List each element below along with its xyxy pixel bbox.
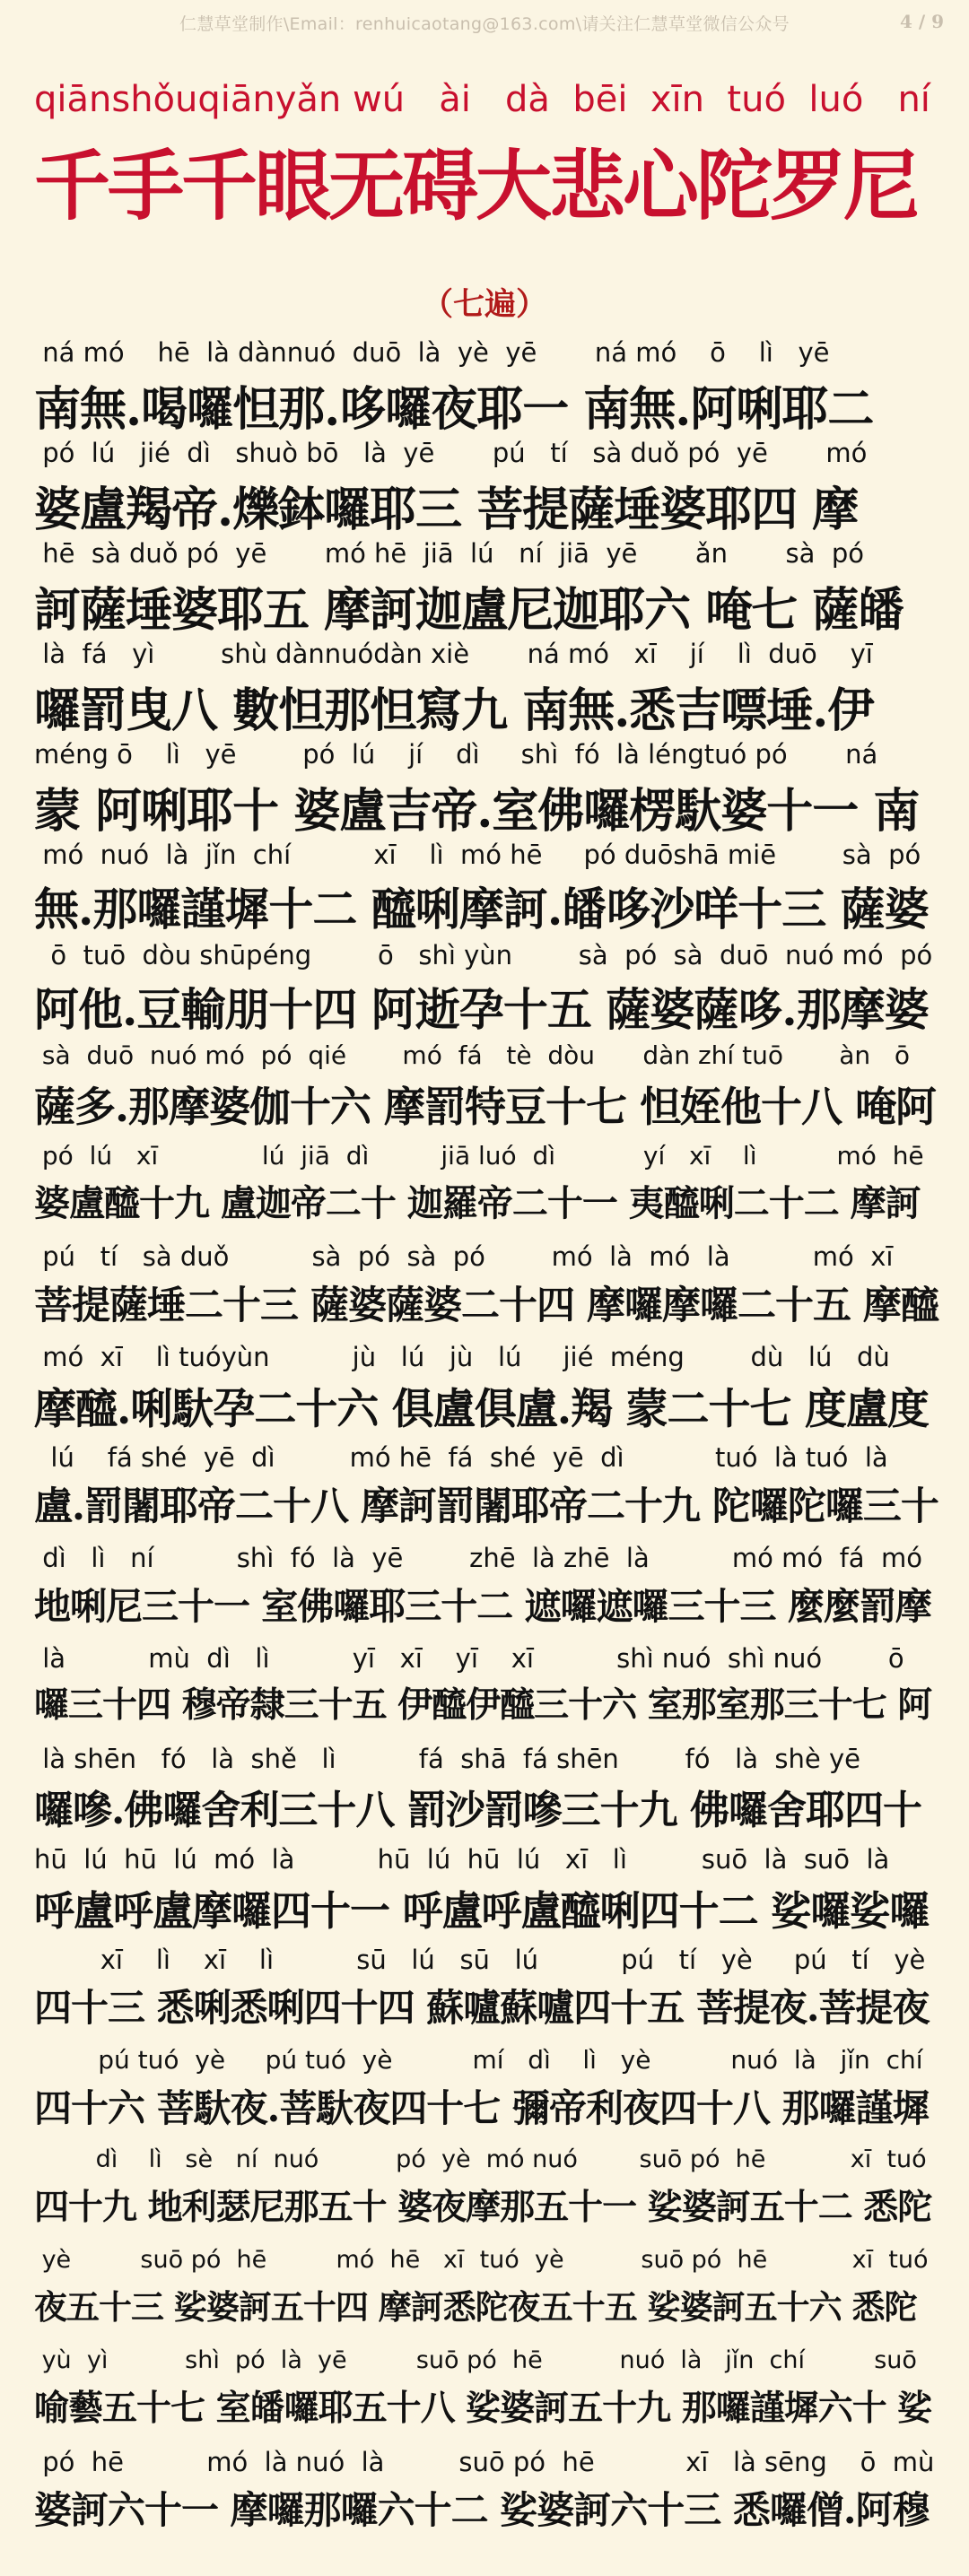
mantra-line: [34, 840, 940, 940]
mantra-line: [34, 2447, 940, 2547]
line-hanzi: 婆訶六十一 摩囉那囉六十二 娑婆訶六十三 悉囉僧.阿穆: [34, 2488, 930, 2532]
line-hanzi: 四十九 地利瑟尼那五十 婆夜摩那五十一 娑婆訶五十二 悉陀: [34, 2187, 932, 2228]
title-pinyin: qiānshǒuqiānyǎn wú ài dà bēi xīn tuó luó ní: [34, 79, 930, 120]
page-header: [0, 7, 969, 43]
line-pinyin: hū lú hū lú mó là hū lú hū lú xī lì suō là suō là: [34, 1844, 890, 1875]
line-pinyin: pó lú xī lú jiā dì jiā luó dì yí xī lì mó hē: [34, 1141, 924, 1171]
mantra-line: [34, 1643, 940, 1744]
line-pinyin: lú fá shé yē dì mó hē fá shé yē dì tuó là tuó là: [34, 1442, 888, 1473]
line-hanzi: 四十六 菩馱夜.菩馱夜四十七 彌帝利夜四十八 那囉謹墀: [34, 2086, 930, 2130]
mantra-line: [34, 1945, 940, 2045]
line-hanzi: 南無.喝囉怛那.哆囉夜耶一 南無.阿唎耶二: [34, 382, 874, 437]
line-pinyin: là shēn fó là shě lì fá shā fá shēn fó là shè yē: [34, 1744, 860, 1774]
line-pinyin: là fá yì shù dànnuódàn xiè ná mó xī jí lì duō yī: [34, 639, 873, 669]
line-hanzi: 囉三十四 穆帝隸三十五 伊醯伊醯三十六 室那室那三十七 阿: [34, 1684, 932, 1726]
mantra-line: [34, 337, 940, 438]
mantra-line: [34, 538, 940, 639]
mantra-line: [34, 1844, 940, 1945]
line-pinyin: dì lì ní shì fó là yē zhē là zhē là mó mó fá mó: [34, 1543, 922, 1573]
line-hanzi: 地唎尼三十一 室佛囉耶三十二 遮囉遮囉三十三 麼麼罰摩: [34, 1585, 931, 1628]
line-hanzi: 菩提薩埵二十三 薩婆薩婆二十四 摩囉摩囉二十五 摩醯: [34, 1284, 938, 1328]
line-pinyin: pó lú jié dì shuò bō là yē pú tí sà duǒ pó yē mó: [34, 438, 868, 468]
mantra-line: [34, 739, 940, 840]
line-pinyin: xī lì xī lì sū lú sū lú pú tí yè pú tí yè: [34, 1945, 926, 1975]
line-hanzi: 喻藝五十七 室皤囉耶五十八 娑婆訶五十九 那囉謹墀六十 娑: [34, 2388, 932, 2429]
header-text: 仁慧草堂制作\Email：renhuicaotang@163.com\请关注仁慧草堂微信公众号: [179, 14, 790, 34]
line-hanzi: 婆盧醯十九 盧迦帝二十 迦羅帝二十一 夷醯唎二十二 摩訶: [34, 1182, 921, 1224]
line-hanzi: 阿他.豆輸朋十四 阿逝孕十五 薩婆薩哆.那摩婆: [34, 983, 929, 1036]
line-pinyin: sà duō nuó mó pó qié mó fá tè dòu dàn zhí tuō àn ō: [34, 1040, 910, 1070]
line-hanzi: 夜五十三 娑婆訶五十四 摩訶悉陀夜五十五 娑婆訶五十六 悉陀: [34, 2287, 917, 2327]
line-hanzi: 四十三 悉唎悉唎四十四 蘇嚧蘇嚧四十五 菩提夜.菩提夜: [34, 1986, 930, 2030]
line-pinyin: pú tí sà duǒ sà pó sà pó mó là mó là mó xī: [34, 1241, 894, 1272]
mantra-line: [34, 639, 940, 739]
line-pinyin: méng ō lì yē pó lú jí dì shì fó là léngtuó pó ná: [34, 739, 878, 770]
line-pinyin: ō tuō dòu shūpéng ō shì yùn sà pó sà duō nuó mó pó: [34, 940, 933, 970]
mantra-line: [34, 940, 940, 1040]
mantra-line: [34, 2246, 940, 2346]
mantra-line: [34, 1744, 940, 1844]
line-hanzi: 摩醯.唎馱孕二十六 俱盧俱盧.羯 蒙二十七 度盧度: [34, 1385, 929, 1434]
mantra-line: [34, 1442, 940, 1543]
line-pinyin: pó hē mó là nuó là suō pó hē xī là sēng ō mù: [34, 2447, 935, 2477]
page-number: 4 / 9: [899, 11, 944, 32]
line-pinyin: yè suō pó hē mó hē xī tuó yè suō pó hē xī tuó: [34, 2246, 929, 2274]
line-pinyin: pú tuó yè pú tuó yè mí dì lì yè nuó là jǐn chí: [34, 2045, 923, 2075]
mantra-line: [34, 1040, 940, 1141]
subtitle: （七遍）: [421, 286, 547, 323]
line-hanzi: 盧.罰闍耶帝二十八 摩訶罰闍耶帝二十九 陀囉陀囉三十: [34, 1484, 938, 1529]
line-hanzi: 薩多.那摩婆伽十六 摩罰特豆十七 怛姪他十八 唵阿: [34, 1083, 937, 1131]
line-hanzi: 無.那囉謹墀十二 醯唎摩訶.皤哆沙咩十三 薩婆: [34, 883, 929, 936]
mantra-line: [34, 1543, 940, 1643]
line-pinyin: dì lì sè ní nuó pó yè mó nuó suō pó hē xī tuó: [34, 2145, 927, 2173]
mantra-line: [34, 2145, 940, 2246]
mantra-line: [34, 1342, 940, 1442]
mantra-line: [34, 438, 940, 538]
line-pinyin: hē sà duǒ pó yē mó hē jiā lú ní jiā yē ǎn sà pó: [34, 538, 864, 569]
mantra-line: [34, 2045, 940, 2145]
line-hanzi: 婆盧羯帝.爍鉢囉耶三 菩提薩埵婆耶四 摩: [34, 483, 859, 537]
mantra-line: [34, 1141, 940, 1241]
line-hanzi: 囉嘇.佛囉舍利三十八 罰沙罰嘇三十九 佛囉舍耶四十: [34, 1788, 921, 1833]
line-pinyin: là mù dì lì yī xī yī xī shì nuó shì nuó ō: [34, 1643, 904, 1674]
line-hanzi: 呼盧呼盧摩囉四十一 呼盧呼盧醯唎四十二 娑囉娑囉: [34, 1887, 930, 1935]
line-hanzi: 蒙 阿唎耶十 婆盧吉帝.室佛囉楞馱婆十一 南: [34, 784, 920, 839]
line-pinyin: mó xī lì tuóyùn jù lú jù lú jié méng dù lú dù: [34, 1342, 890, 1372]
line-pinyin: mó nuó là jǐn chí xī lì mó hē pó duōshā miē sà pó: [34, 840, 921, 870]
line-hanzi: 訶薩埵婆耶五 摩訶迦盧尼迦耶六 唵七 薩皤: [34, 583, 904, 638]
mantra-line: [34, 2346, 940, 2447]
line-pinyin: ná mó hē là dànnuó duō là yè yē ná mó ō lì yē: [34, 337, 830, 368]
line-hanzi: 囉罰曳八 數怛那怛寫九 南無.悉吉嘌埵.伊: [34, 683, 874, 738]
page-title: 千手千眼无碍大悲心陀罗尼: [34, 142, 918, 231]
line-pinyin: yù yì shì pó là yē suō pó hē nuó là jǐn chí suō: [34, 2346, 917, 2374]
mantra-line: [34, 1241, 940, 1342]
